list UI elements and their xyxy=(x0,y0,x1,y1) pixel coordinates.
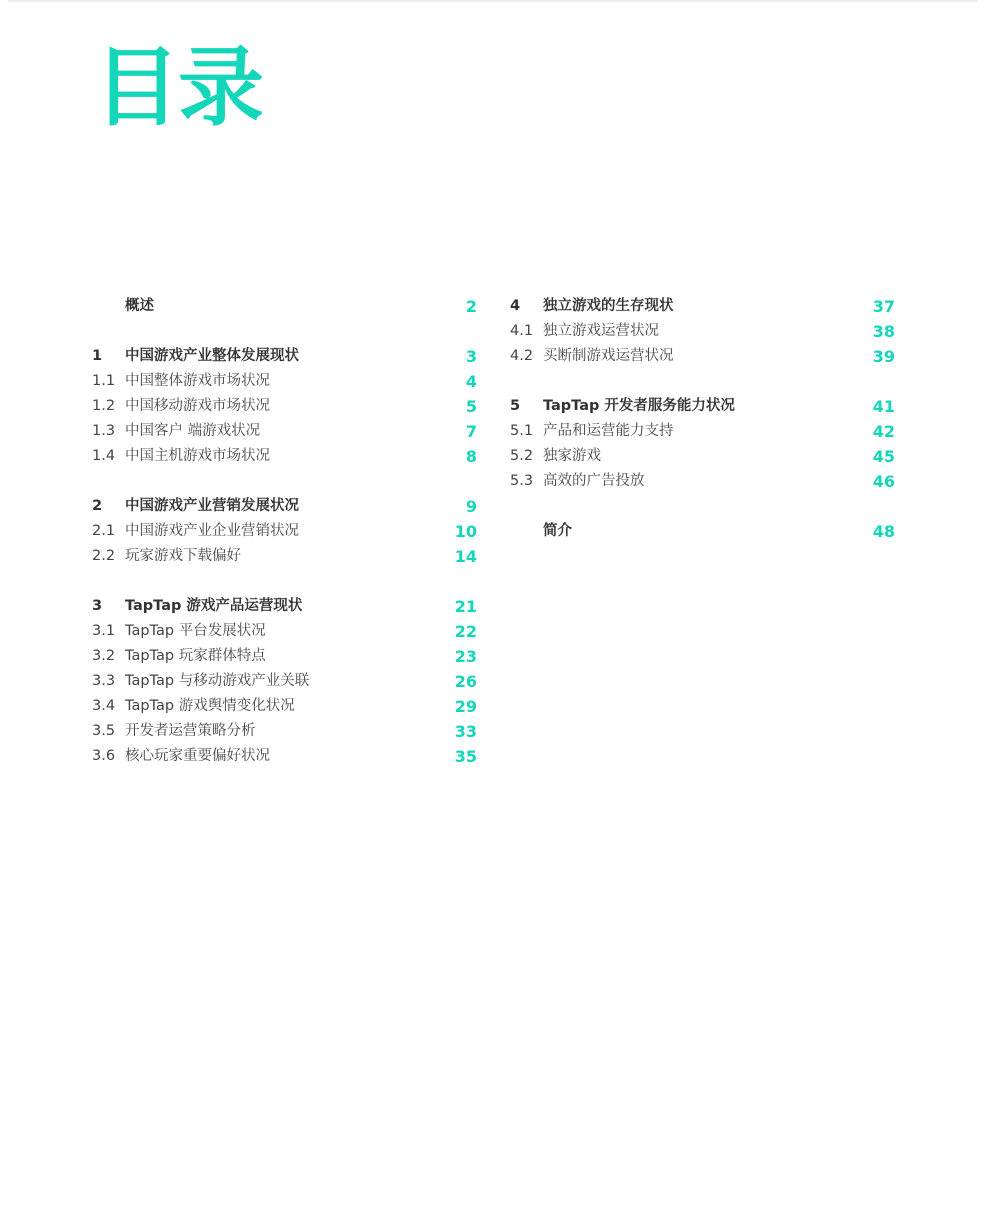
toc-section-entry[interactable] xyxy=(510,394,895,419)
toc-entry-number: 5.2 xyxy=(510,448,534,464)
toc-entry-label: TapTap 游戏产品运营现状 xyxy=(125,598,303,614)
toc-entry-label: 中国移动游戏市场状况 xyxy=(125,398,270,414)
toc-entry-number: 3.4 xyxy=(92,698,116,714)
toc-subsection-entry[interactable] xyxy=(510,344,895,369)
toc-entry-number: 2 xyxy=(92,498,103,514)
toc-entry-page-number: 3 xyxy=(465,347,477,366)
toc-entry-number: 1.4 xyxy=(92,448,116,464)
toc-entry-page-number: 2 xyxy=(465,297,477,316)
toc-entry-number: 1.3 xyxy=(92,423,116,439)
toc-subsection-entry[interactable] xyxy=(92,544,477,569)
toc-entry-label: 中国主机游戏市场状况 xyxy=(125,448,270,464)
toc-entry-page-number: 7 xyxy=(465,422,477,441)
toc-entry-label: 买断制游戏运营状况 xyxy=(543,348,674,364)
toc-subsection-entry[interactable] xyxy=(92,419,477,444)
toc-subsection-entry[interactable] xyxy=(92,744,477,769)
toc-entry-number: 3.6 xyxy=(92,748,116,764)
toc-entry-number: 3 xyxy=(92,598,103,614)
toc-entry-label: TapTap 平台发展状况 xyxy=(125,623,266,639)
top-divider xyxy=(8,0,978,2)
toc-entry-number: 3.3 xyxy=(92,673,116,689)
toc-entry-label: 玩家游戏下载偏好 xyxy=(125,548,241,564)
toc-entry-number: 1.2 xyxy=(92,398,116,414)
toc-section-entry[interactable] xyxy=(92,494,477,519)
toc-entry-number: 1.1 xyxy=(92,373,116,389)
toc-entry-label: 独立游戏的生存现状 xyxy=(543,298,674,314)
toc-entry-page-number: 8 xyxy=(465,447,477,466)
toc-entry-label: TapTap 游戏舆情变化状况 xyxy=(125,698,295,714)
toc-entry-number: 5.1 xyxy=(510,423,534,439)
toc-entry-number: 2.2 xyxy=(92,548,116,564)
toc-entry-number: 3.5 xyxy=(92,723,116,739)
toc-entry-label: 开发者运营策略分析 xyxy=(125,723,256,739)
toc-entry-page-number: 4 xyxy=(465,372,477,391)
toc-section-entry[interactable] xyxy=(92,294,477,319)
toc-entry-label: 中国客户 端游戏状况 xyxy=(125,423,261,439)
toc-entry-label: TapTap 玩家群体特点 xyxy=(125,648,266,664)
toc-entry-label: 中国游戏产业整体发展现状 xyxy=(125,348,299,364)
toc-entry-label: 高效的广告投放 xyxy=(543,473,645,489)
toc-subsection-entry[interactable] xyxy=(92,669,477,694)
toc-entry-label: TapTap 开发者服务能力状况 xyxy=(543,398,735,414)
toc-subsection-entry[interactable] xyxy=(92,619,477,644)
toc-section-entry[interactable] xyxy=(510,519,895,544)
toc-entry-page-number: 26 xyxy=(454,672,477,691)
toc-entry-number: 3.2 xyxy=(92,648,116,664)
toc-subsection-entry[interactable] xyxy=(92,694,477,719)
toc-subsection-entry[interactable] xyxy=(510,319,895,344)
toc-entry-label: 简介 xyxy=(543,523,572,539)
toc-subsection-entry[interactable] xyxy=(92,644,477,669)
toc-entry-number: 5 xyxy=(510,398,521,414)
toc-entry-page-number: 48 xyxy=(872,522,895,541)
toc-entry-page-number: 39 xyxy=(872,347,895,366)
toc-entry-number: 2.1 xyxy=(92,523,116,539)
toc-entry-page-number: 10 xyxy=(454,522,477,541)
toc-entry-page-number: 29 xyxy=(454,697,477,716)
toc-entry-page-number: 5 xyxy=(465,397,477,416)
toc-left-column xyxy=(92,294,477,769)
toc-entry-page-number: 35 xyxy=(454,747,477,766)
toc-subsection-entry[interactable] xyxy=(92,369,477,394)
toc-entry-label: TapTap 与移动游戏产业关联 xyxy=(125,673,310,689)
toc-entry-number: 4.1 xyxy=(510,323,534,339)
toc-entry-page-number: 23 xyxy=(454,647,477,666)
toc-subsection-entry[interactable] xyxy=(92,519,477,544)
toc-section-entry[interactable] xyxy=(92,344,477,369)
page-title: 目录 xyxy=(94,38,262,138)
toc-subsection-entry[interactable] xyxy=(510,419,895,444)
toc-entry-page-number: 38 xyxy=(872,322,895,341)
toc-subsection-entry[interactable] xyxy=(92,444,477,469)
toc-subsection-entry[interactable] xyxy=(92,394,477,419)
toc-entry-label: 中国游戏产业营销发展状况 xyxy=(125,498,299,514)
toc-entry-number: 4 xyxy=(510,298,521,314)
toc-entry-page-number: 21 xyxy=(454,597,477,616)
toc-entry-number: 5.3 xyxy=(510,473,534,489)
toc-entry-label: 概述 xyxy=(125,298,154,314)
toc-entry-number: 4.2 xyxy=(510,348,534,364)
toc-entry-page-number: 45 xyxy=(872,447,895,466)
toc-entry-number: 3.1 xyxy=(92,623,116,639)
toc-entry-page-number: 37 xyxy=(872,297,895,316)
toc-entry-number: 1 xyxy=(92,348,103,364)
toc-entry-label: 中国整体游戏市场状况 xyxy=(125,373,270,389)
toc-section-entry[interactable] xyxy=(510,294,895,319)
toc-entry-label: 独家游戏 xyxy=(543,448,601,464)
toc-entry-label: 产品和运营能力支持 xyxy=(543,423,674,439)
toc-entry-label: 独立游戏运营状况 xyxy=(543,323,659,339)
toc-entry-label: 核心玩家重要偏好状况 xyxy=(125,748,270,764)
toc-entry-page-number: 33 xyxy=(454,722,477,741)
toc-section-entry[interactable] xyxy=(92,594,477,619)
toc-entry-page-number: 14 xyxy=(454,547,477,566)
toc-entry-label: 中国游戏产业企业营销状况 xyxy=(125,523,299,539)
toc-entry-page-number: 41 xyxy=(872,397,895,416)
toc-entry-page-number: 42 xyxy=(872,422,895,441)
toc-right-column xyxy=(510,294,895,544)
toc-subsection-entry[interactable] xyxy=(510,444,895,469)
toc-subsection-entry[interactable] xyxy=(92,719,477,744)
toc-entry-page-number: 46 xyxy=(872,472,895,491)
toc-entry-page-number: 22 xyxy=(454,622,477,641)
toc-entry-page-number: 9 xyxy=(465,497,477,516)
toc-subsection-entry[interactable] xyxy=(510,469,895,494)
